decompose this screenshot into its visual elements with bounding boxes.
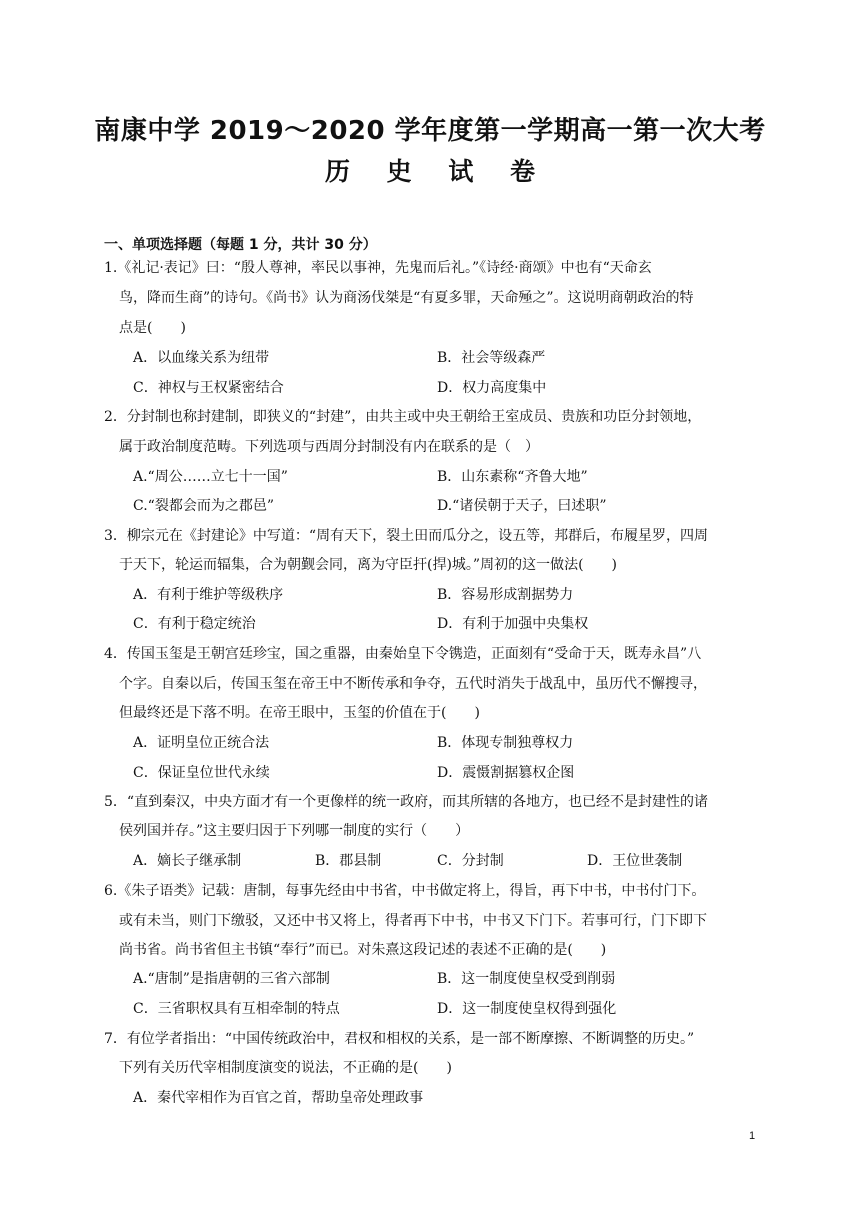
question-5-line-1: 5．“直到秦汉，中央方面才有一个更像样的统一政府，而其所辖的各地方，也已经不是封建性的诸 [104, 794, 709, 810]
section-heading: 一、单项选择题（每题 1 分，共计 30 分） [104, 237, 377, 253]
question-6-option-b: B．这一制度使皇权受到削弱 [437, 971, 616, 987]
page-number: 1 [749, 1130, 756, 1142]
question-5-option-b: B．郡县制 [315, 853, 382, 869]
question-1-line-1: 1.《礼记·表记》曰：“殷人尊神，率民以事神，先鬼而后礼。”《诗经·商颂》中也有“天命玄 [104, 260, 652, 276]
question-5-line-2: 侯列国并存。”这主要归因于下列哪一制度的实行（ ） [119, 823, 470, 839]
question-6-line-2: 或有未当，则门下缴驳，又还中书又将上，得者再下中书，中书又下门下。若事可行，门下即下 [119, 913, 707, 929]
question-1-line-3: 点是( ) [119, 320, 186, 336]
question-3-option-a: A．有利于维护等级秩序 [133, 587, 284, 603]
question-5-option-a: A．嫡长子继承制 [133, 853, 242, 869]
question-6-line-1: 6.《朱子语类》记载：唐制，每事先经由中书省，中书做定将上，得旨，再下中书，中书付门下。 [104, 883, 706, 899]
question-1-line-2: 鸟，降而生商”的诗句。《尚书》认为商汤伐桀是“有夏多罪，天命殛之”。这说明商朝政治的特 [119, 290, 694, 306]
question-2-option-c: C.“裂都会而为之郡邑” [133, 498, 274, 514]
question-6-option-c: C．三省职权具有互相牵制的特点 [133, 1001, 340, 1017]
exam-subtitle: 历 史 试 卷 [324, 157, 550, 186]
question-4-option-d: D．震慑割据篡权企图 [437, 765, 575, 781]
question-3-option-c: C．有利于稳定统治 [133, 616, 256, 632]
question-1-option-c: C．神权与王权紧密结合 [133, 380, 284, 396]
question-4-option-a: A．证明皇位正统合法 [133, 735, 270, 751]
question-2-option-d: D.“诸侯朝于天子，曰述职” [437, 498, 607, 514]
question-3-option-d: D．有利于加强中央集权 [437, 616, 589, 632]
question-6-option-d: D．这一制度使皇权得到强化 [437, 1001, 617, 1017]
question-4-option-b: B．体现专制独尊权力 [437, 735, 574, 751]
question-4-option-c: C．保证皇位世代永续 [133, 765, 270, 781]
question-7-line-2: 下列有关历代宰相制度演变的说法，不正确的是( ) [119, 1060, 452, 1076]
question-5-option-c: C．分封制 [437, 853, 504, 869]
question-6-option-a: A.“唐制”是指唐朝的三省六部制 [133, 971, 330, 987]
question-1-option-d: D．权力高度集中 [437, 380, 547, 396]
question-7-option-a: A．秦代宰相作为百官之首，帮助皇帝处理政事 [133, 1090, 424, 1106]
question-3-line-2: 于天下，轮运而辐集，合为朝觐会同，离为守臣扞(捍)城。”周初的这一做法( ) [119, 557, 618, 573]
question-4-line-2: 个字。自秦以后，传国玉玺在帝王中不断传承和争夺，五代时消失于战乱中，虽历代不懈搜寻， [119, 676, 707, 692]
question-1-option-a: A．以血缘关系为纽带 [133, 350, 270, 366]
question-6-line-3: 尚书省。尚书省但主书镇“奉行”而已。对朱熹这段记述的表述不正确的是( ) [119, 942, 607, 958]
question-4-line-1: 4．传国玉玺是王朝宫廷珍宝，国之重器，由秦始皇下令镌造，正面刻有“受命于天，既寿永昌”八 [104, 646, 702, 662]
question-1-option-b: B．社会等级森严 [437, 350, 546, 366]
exam-title: 南康中学 2019～2020 学年度第一学期高一第一次大考 [94, 116, 766, 146]
question-3-option-b: B．容易形成割据势力 [437, 587, 574, 603]
question-7-line-1: 7．有位学者指出：“中国传统政治中，君权和相权的关系，是一部不断摩擦、不断调整的历史。” [104, 1031, 695, 1047]
question-5-option-d: D．王位世袭制 [587, 853, 683, 869]
question-4-line-3: 但最终还是下落不明。在帝王眼中，玉玺的价值在于( ) [119, 705, 480, 721]
question-2-line-2: 属于政治制度范畴。下列选项与西周分封制没有内在联系的是（ ） [119, 439, 539, 455]
question-2-option-a: A.“周公……立七十一国” [133, 469, 288, 485]
question-2-option-b: B．山东素称“齐鲁大地” [437, 469, 588, 485]
question-3-line-1: 3．柳宗元在《封建论》中写道：“周有天下，裂土田而瓜分之，设五等，邦群后，布履星罗，四周 [104, 528, 709, 544]
question-2-line-1: 2．分封制也称封建制，即狭义的“封建”，由共主或中央王朝给王室成员、贵族和功臣分封领地， [104, 409, 702, 425]
